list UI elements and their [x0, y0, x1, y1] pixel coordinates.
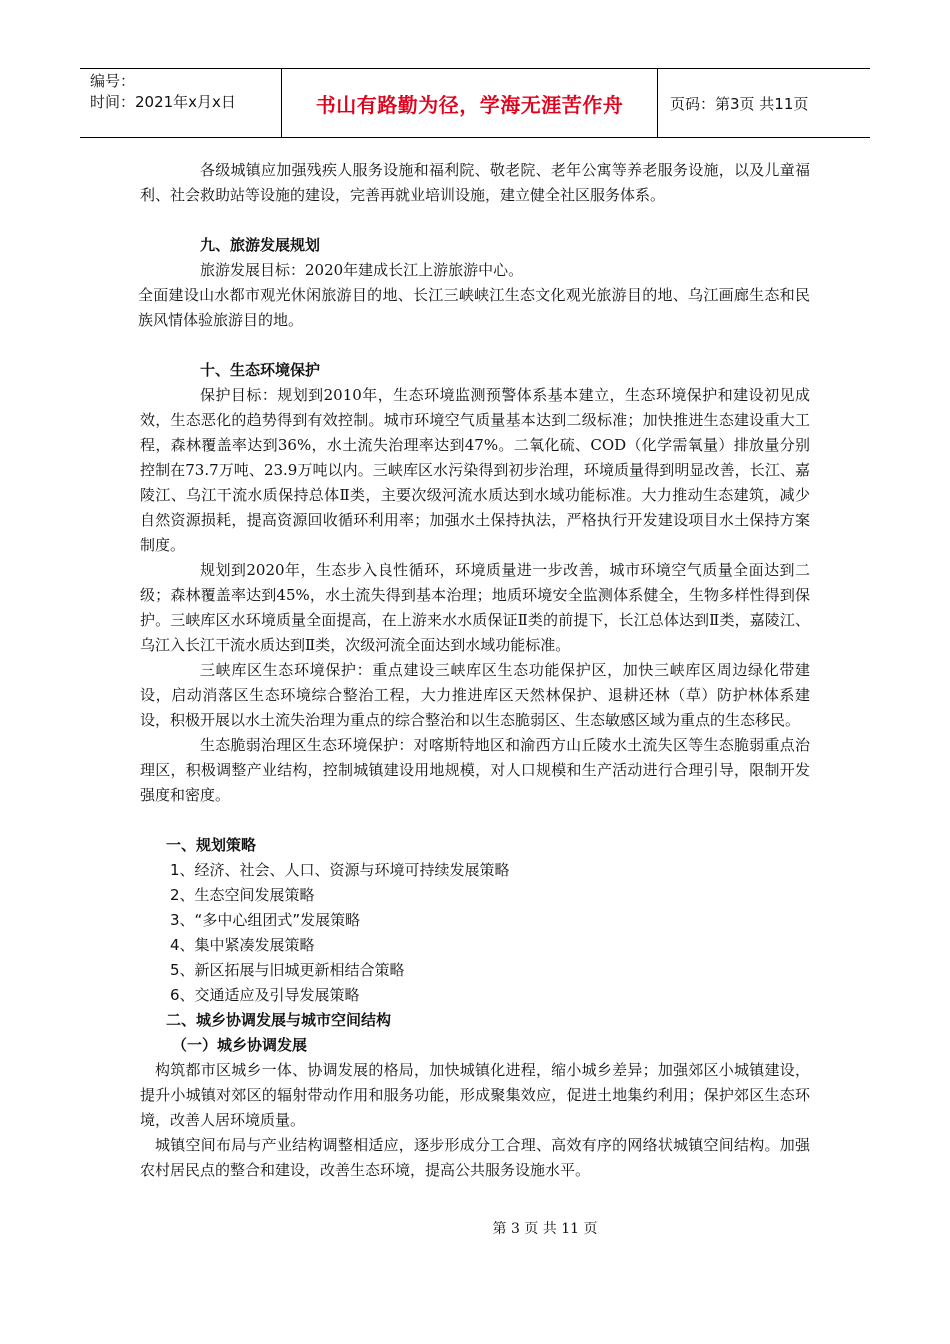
list-item: 4、集中紧凑发展策略 — [170, 936, 315, 954]
list-item: 6、交通适应及引导发展策略 — [170, 986, 360, 1004]
page-footer: 第 3 页 共 11 页 — [492, 1221, 598, 1237]
list-item: 3、“多中心组团式”发展策略 — [170, 911, 361, 929]
doc-time-label: 时间：2021年x月x日 — [90, 93, 236, 111]
doc-number-label: 编号： — [90, 72, 136, 90]
paragraph: 全面建设山水都市观光休闲旅游目的地、长江三峡峡江生态文化观光旅游目的地、乌江画廊生态和民族风情体验旅游目的地。 — [138, 286, 810, 329]
paragraph: 三峡库区生态环境保护：重点建设三峡库区生态功能保护区，加快三峡库区周边绿化带建设，启动消落区生态环境综合整治工程，大力推进库区天然林保护、退耕还林（草）防护林体系建设，积极开展以水土流失治理为重点的综合整治和以生态脆弱区、生态敏感区域为重点的生态移民。 — [140, 661, 810, 729]
section-heading: 九、旅游发展规划 — [200, 236, 321, 254]
paragraph: 各级城镇应加强残疾人服务设施和福利院、敬老院、老年公寓等养老服务设施，以及儿童福利、社会救助站等设施的建设，完善再就业培训设施，建立健全社区服务体系。 — [140, 161, 810, 204]
paragraph: 规划到2020年，生态步入良性循环，环境质量进一步改善，城市环境空气质量全面达到二级；森林覆盖率达到45%，水土流失得到基本治理；地质环境安全监测体系健全，生物多样性得到保护。三峡库区水环境质量全面提高，在上游来水水质保证Ⅱ类的前提下，长江总体达到Ⅱ类，嘉陵江、乌江入长江干流水质达到Ⅱ类，次级河流全面达到水域功能标准。 — [140, 561, 810, 654]
header-meta — [80, 69, 282, 137]
list-item: 5、新区拓展与旧城更新相结合策略 — [170, 961, 405, 979]
subsection-heading: （一）城乡协调发展 — [172, 1036, 308, 1054]
section-heading: 十、生态环境保护 — [200, 361, 321, 379]
paragraph: 构筑都市区城乡一体、协调发展的格局，加快城镇化进程，缩小城乡差异；加强郊区小城镇建设，提升小城镇对郊区的辐射带动作用和服务功能，形成聚集效应，促进土地集约利用；保护郊区生态环境，改善人居环境质量。 — [140, 1061, 810, 1129]
paragraph: 生态脆弱治理区生态环境保护：对喀斯特地区和渝西方山丘陵水土流失区等生态脆弱重点治理区，积极调整产业结构，控制城镇建设用地规模，对人口规模和生产活动进行合理引导，限制开发强度和密度。 — [140, 736, 810, 804]
page-header — [80, 68, 870, 138]
section-heading: 一、规划策略 — [166, 836, 257, 854]
list-item: 1、经济、社会、人口、资源与环境可持续发展策略 — [170, 861, 510, 879]
strategy-list — [170, 858, 810, 1008]
document-body — [140, 158, 810, 1183]
header-page-label: 页码：第3页 共11页 — [670, 94, 809, 113]
header-motto: 书山有路勤为径，学海无涯苦作舟 — [282, 69, 658, 137]
paragraph: 城镇空间布局与产业结构调整相适应，逐步形成分工合理、高效有序的网络状城镇空间结构。加强农村居民点的整合和建设，改善生态环境，提高公共服务设施水平。 — [140, 1136, 810, 1179]
list-item: 2、生态空间发展策略 — [170, 886, 315, 904]
paragraph: 旅游发展目标：2020年建成长江上游旅游中心。 — [200, 261, 524, 279]
section-heading: 二、城乡协调发展与城市空间结构 — [166, 1011, 392, 1029]
paragraph: 保护目标：规划到2010年，生态环境监测预警体系基本建立，生态环境保护和建设初见成效，生态恶化的趋势得到有效控制。城市环境空气质量基本达到二级标准；加快推进生态建设重大工程，森林覆盖率达到36%，水土流失治理率达到47%。二氧化硫、COD（化学需氧量）排放量分别控制在73.7万吨、23.9万吨以内。三峡库区水污染得到初步治理，环境质量得到明显改善，长江、嘉陵江、乌江干流水质保持总体Ⅱ类，主要次级河流水质达到水域功能标准。大力推动生态建筑，减少自然资源损耗，提高资源回收循环利用率；加强水土保持执法，严格执行开发建设项目水土保持方案制度。 — [140, 386, 811, 554]
